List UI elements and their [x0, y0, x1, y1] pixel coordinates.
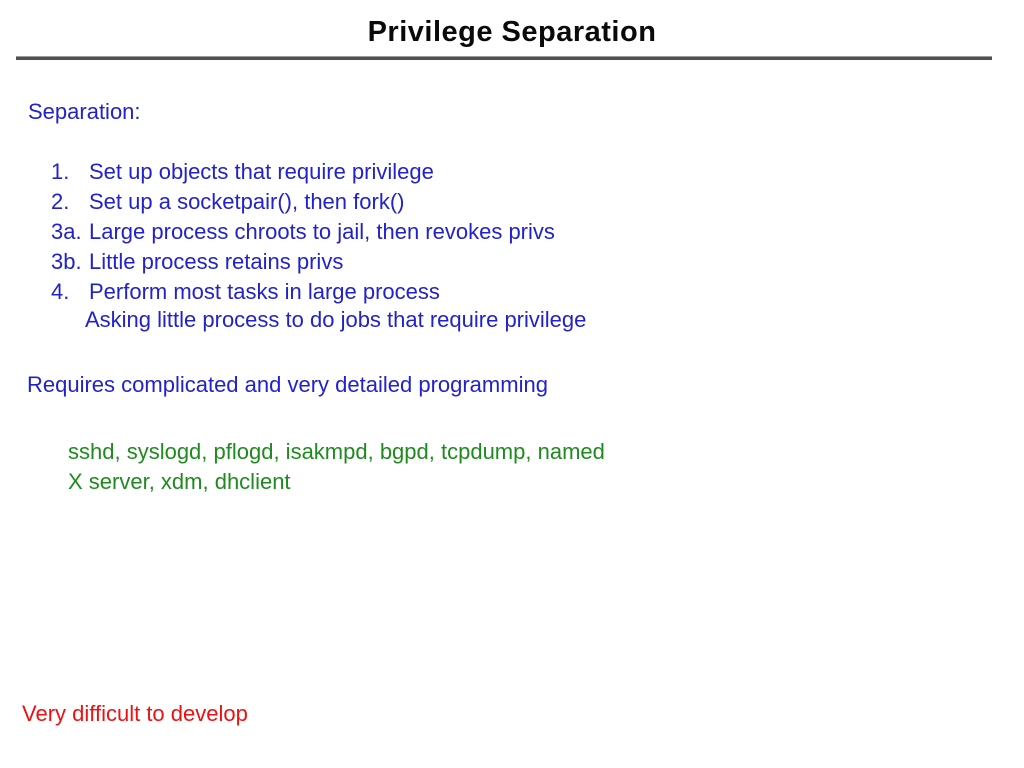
- title-divider-rule: [16, 56, 992, 60]
- warning-text: Very difficult to develop: [22, 701, 248, 726]
- step-text: Little process retains privs: [89, 249, 344, 274]
- step-number: 3b.: [51, 249, 82, 274]
- list-item: [51, 217, 555, 247]
- list-item: [51, 247, 555, 277]
- list-item: sshd, syslogd, pflogd, isakmpd, bgpd, tcpdump, named: [68, 439, 605, 464]
- step-text: Set up objects that require privilege: [89, 159, 434, 184]
- step-number: 1.: [51, 159, 70, 184]
- step-text: Set up a socketpair(), then fork(): [89, 189, 405, 214]
- step-text: Perform most tasks in large process: [89, 279, 440, 304]
- examples-list: [68, 437, 605, 497]
- list-item: [51, 277, 555, 307]
- steps-list: [51, 157, 555, 307]
- step-number: 4.: [51, 279, 70, 304]
- programming-note: Requires complicated and very detailed programming: [27, 372, 548, 397]
- list-item: X server, xdm, dhclient: [68, 469, 291, 494]
- separation-heading: Separation:: [28, 99, 141, 124]
- list-item: [51, 157, 555, 187]
- slide-title: Privilege Separation: [367, 16, 657, 48]
- step-number: 3a.: [51, 219, 82, 244]
- list-item: [51, 187, 555, 217]
- step-text: Large process chroots to jail, then revokes privs: [89, 219, 555, 244]
- substep-note: Asking little process to do jobs that require privilege: [85, 307, 587, 332]
- step-number: 2.: [51, 189, 70, 214]
